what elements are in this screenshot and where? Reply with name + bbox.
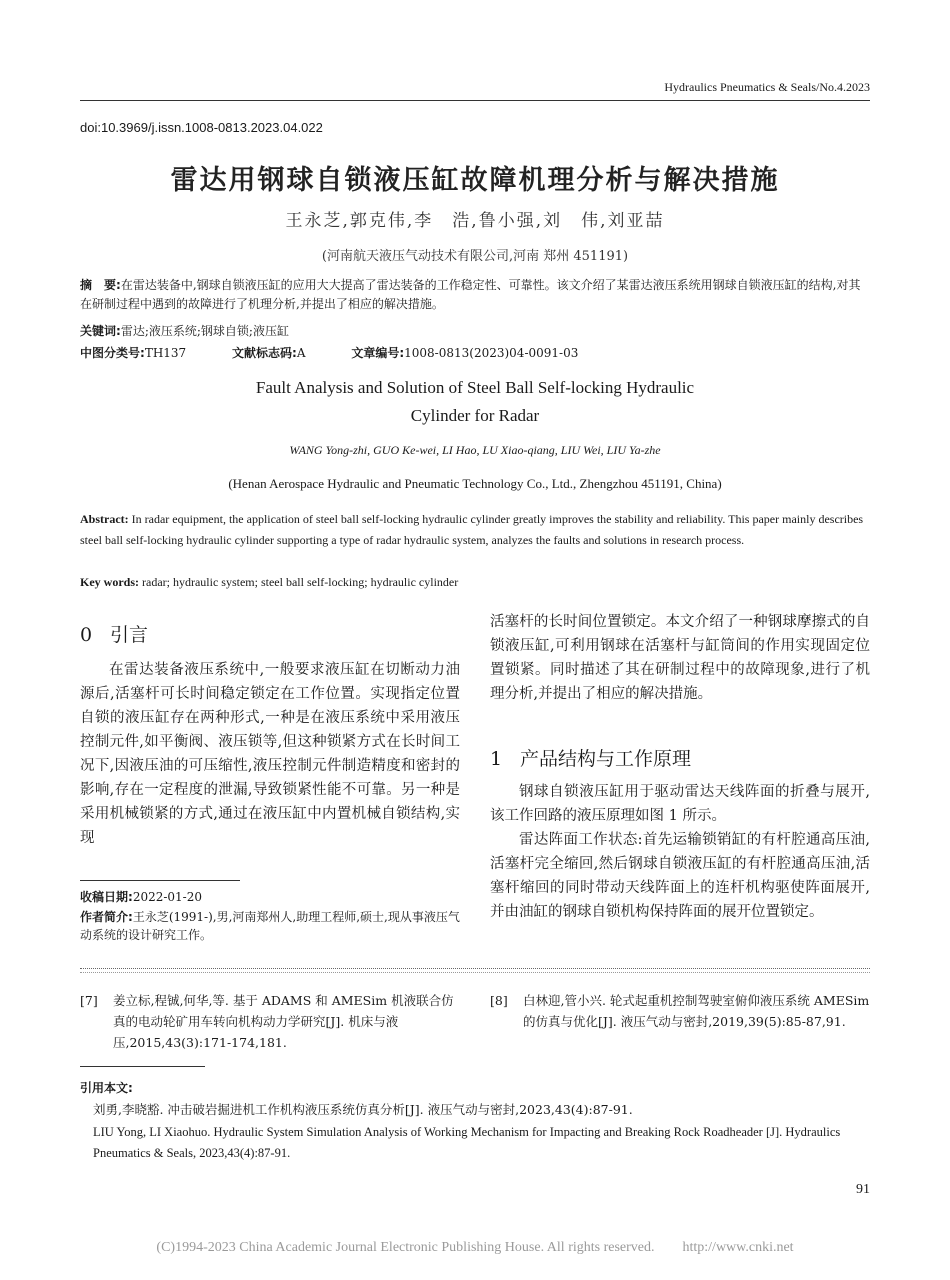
clc-label: 中图分类号: <box>80 346 145 360</box>
article-no-value: 1008-0813(2023)04-0091-03 <box>404 346 579 360</box>
section-1-heading <box>490 744 870 774</box>
footnote <box>80 888 460 944</box>
section-0-paragraph-1: 在雷达装备液压系统中,一般要求液压缸在切断动力油源后,活塞杆可长时间稳定锁定在工作位置。实现指定位置自锁的液压缸存在两种形式,一种是在液压系统中采用液压控制元件,如平衡阀、液压锁等,但这种锁紧方式在长时间工况下,因液压油的可压缩性,液压控制元件制造精度和密封的影响,存在一定程度的泄漏,导致锁紧性能不可靠。另一种是采用机械锁紧的方式,通过在液压缸中内置机械自锁结构,实现 <box>80 662 460 846</box>
copyright-watermark: (C)1994-2023 China Academic Journal Electronic Publishing House. All rights reserved. http://www.cnki.net <box>156 1240 794 1255</box>
author-bio <box>80 908 460 944</box>
title-cn: 雷达用钢球自锁液压缸故障机理分析与解决措施 <box>170 165 780 196</box>
citation-block <box>80 1078 870 1164</box>
keywords-cn <box>80 322 870 341</box>
authors-en: WANG Yong-zhi, GUO Ke-wei, LI Hao, LU Xiao-qiang, LIU Wei, LIU Ya-zhe <box>289 443 661 457</box>
keywords-en-label: Key words: <box>80 575 139 589</box>
clc-value: TH137 <box>144 346 187 360</box>
author-bio-text: 王永芝(1991-),男,河南郑州人,助理工程师,硕士,现从事液压气动系统的设计研究工作。 <box>80 910 460 942</box>
title-en-line2: Cylinder for Radar <box>410 406 540 425</box>
page-number: 91 <box>856 1182 870 1197</box>
reference-7-tag: [7] <box>80 993 98 1008</box>
abstract-en <box>80 509 870 551</box>
footnote-rule <box>80 880 240 881</box>
article-no-label: 文章编号: <box>351 346 405 360</box>
doi[interactable]: doi:10.3969/j.issn.1008-0813.2023.04.022 <box>80 120 323 135</box>
title-en-line1: Fault Analysis and Solution of Steel Ball Self-locking Hydraulic <box>255 378 695 397</box>
section-0 <box>80 620 460 850</box>
keywords-cn-text: 雷达;液压系统;钢球自锁;液压缸 <box>120 324 289 338</box>
section-0-continued <box>490 610 870 706</box>
classification-line <box>80 344 870 361</box>
doc-code-label: 文献标志码: <box>232 346 297 360</box>
author-bio-label: 作者简介: <box>80 910 133 924</box>
section-0-body <box>80 658 460 850</box>
keywords-en-text: radar; hydraulic system; steel ball self-locking; hydraulic cylinder <box>142 575 459 589</box>
doc-code-value: A <box>296 346 306 360</box>
affiliation-en: (Henan Aerospace Hydraulic and Pneumatic Technology Co., Ltd., Zhengzhou 451191, China) <box>228 476 722 491</box>
section-1-paragraph-1: 钢球自锁液压缸用于驱动雷达天线阵面的折叠与展开,该工作回路的液压原理如图 1 所示。 <box>490 784 870 824</box>
abstract-en-label: Abstract: <box>80 512 129 526</box>
section-0-heading <box>80 620 460 650</box>
reference-8 <box>490 990 870 1032</box>
section-0-title: 引言 <box>110 624 149 646</box>
citation-cn: 刘勇,李晓豁. 冲击破岩掘进机工作机构液压系统仿真分析[J]. 液压气动与密封,2023,43(4):87-91. <box>93 1102 633 1117</box>
title-en <box>0 374 950 430</box>
received-date <box>80 888 460 906</box>
abstract-en-text: In radar equipment, the application of steel ball self-locking hydraulic cylinder greatly improves the stability and reliability. This paper mainly describes steel ball self-locking hydraulic cylinder supporting a type of radar hydraulic system, analyzes the faults and solutions in research process. <box>80 512 864 547</box>
reference-7 <box>80 990 460 1053</box>
section-1-title: 产品结构与工作原理 <box>520 748 692 770</box>
section-1-body <box>490 780 870 924</box>
section-0-number: 0 <box>80 624 93 646</box>
keywords-en <box>80 573 870 592</box>
received-label: 收稿日期: <box>80 890 133 904</box>
citation-en: LIU Yong, LI Xiaohuo. Hydraulic System Simulation Analysis of Working Mechanism for Impacting and Breaking Rock Roadheader [J]. Hydraulics Pneumatics & Seals, 2023,43(4):87-91. <box>93 1125 841 1160</box>
citation-rule <box>80 1066 205 1067</box>
separator-dotted-2 <box>80 972 870 973</box>
running-header: Hydraulics Pneumatics & Seals/No.4.2023 <box>664 80 870 94</box>
abstract-cn-text: 在雷达装备中,钢球自锁液压缸的应用大大提高了雷达装备的工作稳定性、可靠性。该文介绍了某雷达液压系统用钢球自锁液压缸的结构,对其在研制过程中遇到的故障进行了机理分析,并提出了相应的解决措施。 <box>80 278 861 311</box>
reference-8-tag: [8] <box>490 993 508 1008</box>
section-0-paragraph-2: 活塞杆的长时间位置锁定。本文介绍了一种钢球摩擦式的自锁液压缸,可利用钢球在活塞杆与缸筒间的作用实现固定位置锁紧。同时描述了其在研制过程中的故障现象,进行了机理分析,并提出了相应的解决措施。 <box>490 614 870 702</box>
keywords-cn-label: 关键词: <box>80 324 121 338</box>
received-value: 2022-01-20 <box>132 890 202 904</box>
affiliation-cn: (河南航天液压气动技术有限公司,河南 郑州 451191) <box>321 249 629 264</box>
abstract-cn <box>80 276 870 314</box>
section-1-number: 1 <box>490 748 503 770</box>
abstract-cn-label: 摘 要: <box>80 278 121 292</box>
reference-8-text: 白林迎,管小兴. 轮式起重机控制驾驶室俯仰液压系统 AMESim 的仿真与优化[J]. 液压气动与密封,2019,39(5):85-87,91. <box>523 993 870 1029</box>
header-rule <box>80 100 870 101</box>
section-1-paragraph-2: 雷达阵面工作状态:首先运输锁销缸的有杆腔通高压油,活塞杆完全缩回,然后钢球自锁液压缸的有杆腔通高压油,活塞杆缩回的同时带动天线阵面上的连杆机构驱使阵面展开,并由油缸的钢球自锁机构保持阵面的展开位置锁定。 <box>490 832 870 920</box>
reference-7-text: 姜立标,程铖,何华,等. 基于 ADAMS 和 AMESim 机液联合仿真的电动轮矿用车转向机构动力学研究[J]. 机床与液压,2015,43(3):171-174,181. <box>113 993 454 1050</box>
section-1 <box>490 744 870 924</box>
authors-cn: 王永芝,郭克伟,李 浩,鲁小强,刘 伟,刘亚喆 <box>285 211 665 231</box>
citation-label: 引用本文: <box>80 1081 133 1095</box>
